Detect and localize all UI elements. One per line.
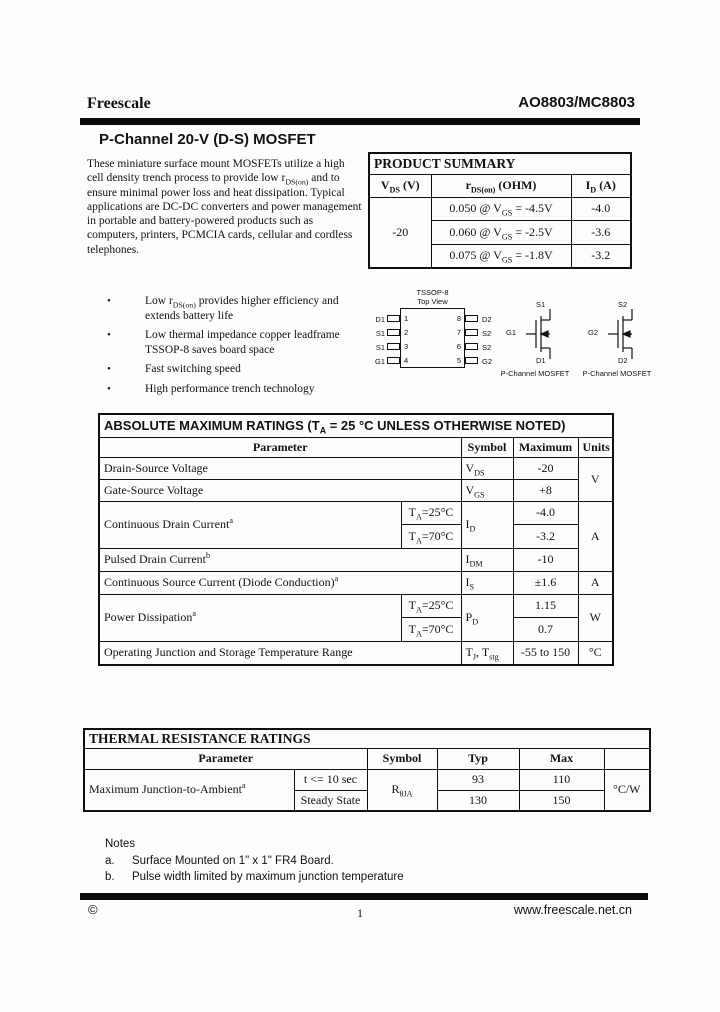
column-header-vds: $V_{DS}$ (V): [369, 174, 431, 197]
maximum-cell: -4.0: [513, 501, 578, 524]
website-link[interactable]: www.freescale.net.cn: [513, 903, 632, 917]
drain-label: D1: [536, 356, 546, 365]
mosfet-symbol-1: [500, 300, 570, 378]
source-label: S1: [536, 300, 546, 309]
symbol-cell: $T_J$, $T_{stg}$: [461, 641, 513, 665]
condition-cell: Steady State: [294, 790, 367, 811]
maximum-cell: 0.7: [513, 617, 578, 641]
pin-label: D1: [375, 315, 385, 324]
bullet-icon: •: [107, 363, 111, 375]
pin-label: G2: [482, 357, 493, 366]
feature-text: Fast switching speed: [145, 363, 241, 375]
drain-label: D2: [618, 356, 628, 365]
mosfet-symbol-icon: [522, 309, 562, 359]
pin-number: 5: [456, 356, 461, 365]
rdson-value: 0.075 @ $V_{GS} = -1.8V$: [431, 244, 571, 268]
thermal-resistance-table: [83, 728, 651, 812]
feature-list: [107, 294, 375, 401]
column-header-rdson: $r_{DS(on)}$ (OHM): [431, 174, 571, 197]
max-cell: 150: [519, 790, 604, 811]
bullet-icon: •: [107, 295, 111, 307]
notes-section: [105, 838, 565, 883]
column-header-typ: Typ: [437, 748, 519, 769]
part-number: AO8803/MC8803: [518, 94, 635, 111]
pin-lead: [387, 329, 400, 336]
footer-rule: [80, 893, 648, 900]
description-paragraph: These miniature surface mount MOSFETs utilize a high cell density trench process to provide low $r_{DS(on)}$ and to ensure minimal power loss and heat dissipation. Typical applications are DC-DC converters and power management in portable and battery-powered products such as computers, printers, PCMCIA cards, cellular and cordless telephones.: [87, 158, 362, 256]
condition-cell: $T_A=70^\circ C$: [401, 524, 461, 548]
note-label: b.: [105, 871, 115, 883]
maximum-cell: -3.2: [513, 524, 578, 548]
gate-label: G1: [506, 328, 517, 337]
maximum-cell: 1.15: [513, 594, 578, 617]
typ-cell: 130: [437, 790, 519, 811]
pin-label: S2: [482, 329, 492, 338]
maximum-cell: ±1.6: [513, 571, 578, 594]
units-cell: °C: [578, 641, 613, 665]
page-number: 1: [357, 906, 363, 920]
pin-lead: [465, 343, 478, 350]
parameter-cell: Maximum Junction-to-Ambient$^a$: [84, 769, 294, 811]
parameter-cell: Operating Junction and Storage Temperature Range: [99, 641, 461, 665]
pin-label: S1: [375, 329, 385, 338]
column-header-max: Max: [519, 748, 604, 769]
typ-cell: 93: [437, 769, 519, 790]
column-header-id: $I_D$ (A): [571, 174, 631, 197]
id-value: -3.6: [571, 220, 631, 244]
pin-number: 2: [404, 328, 409, 337]
product-summary-title: PRODUCT SUMMARY: [369, 153, 631, 174]
parameter-cell: Gate-Source Voltage: [99, 479, 461, 501]
absolute-maximum-ratings-table: [98, 413, 614, 666]
pin-number: 1: [404, 314, 409, 323]
symbol-cell: $I_S$: [461, 571, 513, 594]
note-item: [105, 855, 565, 867]
id-value: -4.0: [571, 197, 631, 220]
list-item: [107, 328, 375, 357]
column-header-parameter: Parameter: [99, 437, 461, 457]
pin-lead: [465, 329, 478, 336]
pin-label: D2: [482, 315, 492, 324]
symbol-cell: $I_D$: [461, 501, 513, 548]
table-row: [99, 457, 613, 479]
pin-label: S1: [375, 343, 385, 352]
page-title: P-Channel 20-V (D-S) MOSFET: [99, 131, 316, 148]
list-item: [107, 362, 375, 377]
pin-label: S2: [482, 343, 492, 352]
note-item: [105, 871, 565, 883]
symbol-cell: $R_{\theta JA}$: [367, 769, 437, 811]
units-cell: °C/W: [604, 769, 650, 811]
list-item: [107, 382, 375, 397]
note-label: a.: [105, 855, 115, 867]
pin-number: 4: [404, 356, 409, 365]
parameter-cell: Continuous Source Current (Diode Conduction)$^a$: [99, 571, 461, 594]
pin-lead: [465, 315, 478, 322]
symbol-cell: $V_{GS}$: [461, 479, 513, 501]
bullet-icon: •: [107, 329, 111, 341]
column-header-symbol: Symbol: [461, 437, 513, 457]
condition-cell: $T_A=70^\circ C$: [401, 617, 461, 641]
parameter-cell: Power Dissipation$^a$: [99, 594, 401, 641]
column-header-units-blank: [604, 748, 650, 769]
table-row: [99, 641, 613, 665]
rdson-value: 0.050 @ $V_{GS} = -4.5V$: [431, 197, 571, 220]
mosfet-caption: P-Channel MOSFET: [582, 369, 652, 378]
table-row: [99, 571, 613, 594]
maximum-cell: -55 to 150: [513, 641, 578, 665]
pin-lead: [387, 315, 400, 322]
notes-heading: Notes: [105, 838, 136, 850]
thermal-title: THERMAL RESISTANCE RATINGS: [84, 729, 650, 748]
max-cell: 110: [519, 769, 604, 790]
units-cell: W: [578, 594, 613, 641]
units-cell: V: [578, 457, 613, 501]
condition-cell: $T_A=25^\circ C$: [401, 501, 461, 524]
feature-text: Low $r_{DS(on)}$ provides higher efficiency and extends battery life: [145, 295, 339, 322]
list-item: [107, 294, 375, 323]
symbol-cell: $V_{DS}$: [461, 457, 513, 479]
copyright-icon: ©: [88, 902, 98, 917]
table-row: [99, 479, 613, 501]
column-header-parameter: Parameter: [84, 748, 367, 769]
units-cell: A: [578, 571, 613, 594]
table-row: [99, 594, 613, 617]
gate-label: G2: [588, 328, 599, 337]
maximum-cell: -10: [513, 548, 578, 571]
mosfet-symbol-2: [582, 300, 652, 378]
pin-number: 6: [456, 342, 461, 351]
brand-logo: Freescale: [87, 95, 151, 112]
pin-number: 7: [456, 328, 461, 337]
parameter-cell: Pulsed Drain Current$^b$: [99, 548, 461, 571]
symbol-cell: $P_D$: [461, 594, 513, 641]
maximum-cell: +8: [513, 479, 578, 501]
header-rule: [80, 118, 640, 125]
symbol-cell: $I_{DM}$: [461, 548, 513, 571]
pin-lead: [387, 357, 400, 364]
parameter-cell: Continuous Drain Current$^a$: [99, 501, 401, 548]
column-header-symbol: Symbol: [367, 748, 437, 769]
table-row: [99, 501, 613, 524]
vds-value: -20: [369, 197, 431, 268]
units-cell: A: [578, 501, 613, 571]
abs-max-title: ABSOLUTE MAXIMUM RATINGS ($T_A = 25$ °C UNLESS OTHERWISE NOTED): [99, 414, 613, 437]
maximum-cell: -20: [513, 457, 578, 479]
source-label: S2: [618, 300, 628, 309]
pin-label: G1: [374, 357, 385, 366]
pin-lead: [465, 357, 478, 364]
pin-lead: [387, 343, 400, 350]
package-diagram: [370, 288, 652, 383]
column-header-maximum: Maximum: [513, 437, 578, 457]
table-row: [99, 548, 613, 571]
table-row: [369, 197, 631, 220]
package-view-label: Top View: [417, 297, 448, 306]
note-text: Pulse width limited by maximum junction temperature: [132, 871, 404, 883]
mosfet-symbol-icon: [604, 309, 644, 359]
rdson-value: 0.060 @ $V_{GS} = -2.5V$: [431, 220, 571, 244]
condition-cell: $T_A=25^\circ C$: [401, 594, 461, 617]
mosfet-caption: P-Channel MOSFET: [500, 369, 570, 378]
bullet-icon: •: [107, 382, 111, 395]
package-name: TSSOP-8: [416, 288, 449, 297]
pin-number: 3: [404, 342, 409, 351]
feature-text: High performance trench technology: [145, 382, 315, 395]
parameter-cell: Drain-Source Voltage: [99, 457, 461, 479]
pin-number: 8: [456, 314, 461, 323]
condition-cell: t <= 10 sec: [294, 769, 367, 790]
feature-text: Low thermal impedance copper leadframe TSSOP-8 saves board space: [145, 329, 340, 356]
column-header-units: Units: [578, 437, 613, 457]
id-value: -3.2: [571, 244, 631, 268]
table-row: [84, 769, 650, 790]
product-summary-table: [368, 152, 632, 269]
note-text: Surface Mounted on 1" x 1" FR4 Board.: [132, 855, 334, 867]
